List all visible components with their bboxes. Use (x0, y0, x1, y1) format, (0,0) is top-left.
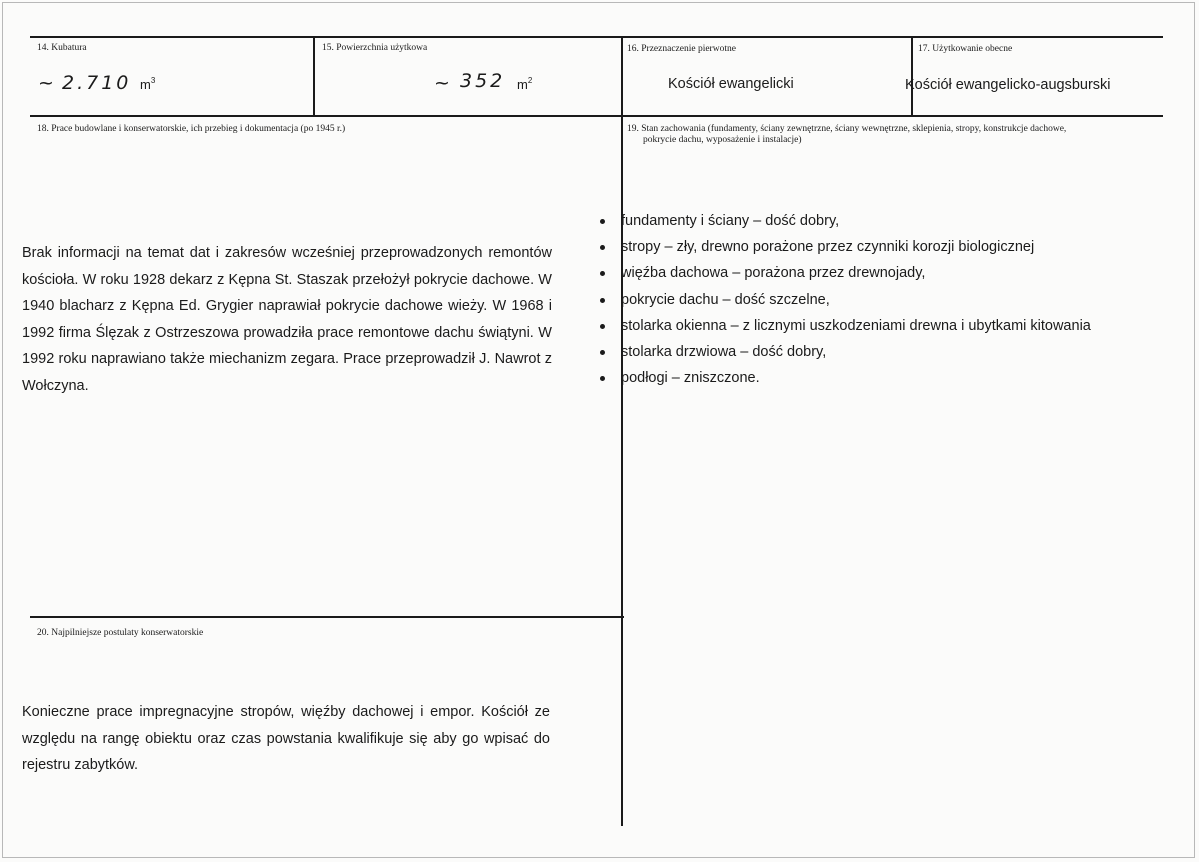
kubatura-unit: $m^3$ (140, 76, 156, 92)
powierzchnia-unit: $m^2$ (517, 76, 533, 92)
list-item: stropy – zły, drewno porażone przez czynniki korozji biologicznej (597, 234, 1157, 260)
powierzchnia-value: 352 (460, 70, 506, 92)
bullet-dot (600, 350, 605, 355)
kubatura-value: 2.710 (62, 72, 132, 94)
stan-label-line1: 19. Stan zachowania (fundamenty, ściany zewnętrzne, ściany wewnętrzne, sklepienia, stropy, konstrukcje dachowe, (627, 124, 1067, 134)
uzytkowanie-value-clip (905, 76, 1163, 96)
main-column-divider (621, 36, 623, 826)
uzytkowanie-label: 17. Użytkowanie obecne (918, 44, 1013, 54)
kubatura-approx: ~ (38, 72, 57, 94)
list-item: fundamenty i ściany – dość dobry, (597, 208, 1157, 234)
powierzchnia-label: 15. Powierzchnia użytkowa (322, 43, 428, 53)
powierzchnia-approx: ~ (434, 72, 453, 94)
przeznaczenie-label: 16. Przeznaczenie pierwotne (627, 44, 736, 54)
postulaty-label: 20. Najpilniejsze postulaty konserwatorskie (37, 628, 204, 638)
przeznaczenie-value: Kościół ewangelicki (668, 76, 794, 92)
bullet-dot (600, 324, 605, 329)
bullet-dot (600, 245, 605, 250)
bullet-dot (600, 376, 605, 381)
stan-bullet-list (597, 208, 1157, 391)
top-rule (30, 36, 1163, 38)
list-item: stolarka drzwiowa – dość dobry, (597, 339, 1157, 365)
kubatura-label: 14. Kubatura (37, 43, 87, 53)
list-item: podłogi – zniszczone. (597, 365, 1157, 391)
list-item: więźba dachowa – porażona przez drewnojady, (597, 260, 1157, 286)
list-item: pokrycie dachu – dość szczelne, (597, 287, 1157, 313)
postulaty-text: Konieczne prace impregnacyjne stropów, więźby dachowej i empor. Kościół ze względu na rangę obiektu oraz czas powstania kwalifikuje się aby go wpisać do rejestru zabytków. (22, 704, 550, 773)
bullet-dot (600, 219, 605, 224)
uzytkowanie-value: Kościół ewangelicko-augsburski (905, 77, 1111, 93)
prace-text: Brak informacji na temat dat i zakresów wcześniej przeprowadzonych remontów kościoła. W roku 1928 dekarz z Kępna St. Staszak przełożył pokrycie dachowe. W 1940 blacharz z Kępna Ed. Grygier naprawiał pokrycie dachowe wieży. W 1968 i 1992 firma Ślęzak z Ostrzeszowa prowadziła prace remontowe dachu świątyni. W 1992 roku naprawiano także miechanizm zegara. Prace przeprowadził J. Nawrot z Wołczyna. (22, 245, 552, 394)
bullet-dot (600, 298, 605, 303)
section18-bottom-rule (30, 616, 624, 618)
row1-bottom-rule (30, 115, 1163, 117)
prace-label: 18. Prace budowlane i konserwatorskie, ich przebieg i dokumentacja (po 1945 r.) (37, 124, 346, 134)
divider-14-15 (313, 36, 315, 117)
bullet-dot (600, 271, 605, 276)
stan-label-line2: pokrycie dachu, wyposażenie i instalacje) (643, 135, 802, 145)
list-item: stolarka okienna – z licznymi uszkodzeniami drewna i ubytkami kitowania (597, 313, 1157, 339)
